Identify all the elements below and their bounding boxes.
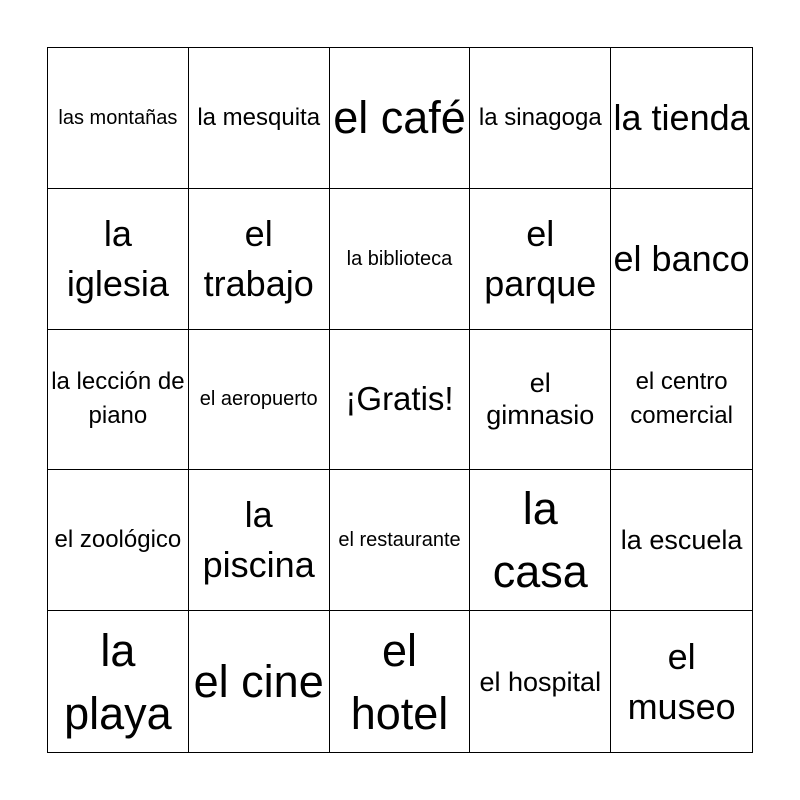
- bingo-cell[interactable]: [48, 470, 189, 611]
- bingo-cell[interactable]: [470, 611, 611, 752]
- bingo-cell[interactable]: [611, 48, 752, 189]
- bingo-cell[interactable]: [611, 470, 752, 611]
- bingo-cell[interactable]: [470, 48, 611, 189]
- cell-label: el restaurante: [338, 529, 461, 552]
- bingo-cell[interactable]: [330, 611, 471, 752]
- cell-label: el gimnasio: [486, 368, 595, 431]
- cell-label: las montañas: [58, 106, 178, 129]
- bingo-cell[interactable]: [48, 330, 189, 471]
- free-space-cell[interactable]: [330, 330, 471, 471]
- bingo-cell[interactable]: [470, 330, 611, 471]
- bingo-cell[interactable]: [189, 189, 330, 330]
- bingo-cell[interactable]: [330, 470, 471, 611]
- bingo-cell[interactable]: [330, 48, 471, 189]
- cell-label: la escuela: [620, 525, 743, 556]
- bingo-cell[interactable]: [189, 470, 330, 611]
- cell-label: la playa: [64, 624, 172, 739]
- cell-label: la piscina: [202, 494, 315, 586]
- bingo-cell[interactable]: [48, 611, 189, 752]
- cell-label: la mesquita: [197, 103, 321, 131]
- bingo-cell[interactable]: [611, 330, 752, 471]
- cell-label: el hotel: [350, 624, 449, 739]
- cell-label: el trabajo: [203, 212, 314, 304]
- cell-label: el café: [333, 92, 466, 144]
- bingo-cell[interactable]: [611, 611, 752, 752]
- bingo-cell[interactable]: [330, 189, 471, 330]
- bingo-cell[interactable]: [48, 189, 189, 330]
- cell-label: el museo: [627, 635, 736, 727]
- bingo-cell[interactable]: [189, 330, 330, 471]
- cell-label: la tienda: [613, 96, 750, 138]
- cell-label: el aeropuerto: [199, 388, 318, 411]
- bingo-cell[interactable]: [470, 470, 611, 611]
- cell-label: el parque: [484, 212, 597, 304]
- cell-label: la casa: [492, 483, 588, 598]
- cell-label: el banco: [613, 237, 750, 279]
- cell-label: la lección de piano: [51, 368, 185, 430]
- bingo-cell[interactable]: [611, 189, 752, 330]
- cell-label: el centro comercial: [630, 368, 733, 430]
- bingo-cell[interactable]: [48, 48, 189, 189]
- cell-label: el hospital: [479, 666, 602, 697]
- cell-label: el zoológico: [54, 526, 182, 554]
- free-space-label: ¡Gratis!: [345, 380, 454, 418]
- cell-label: el cine: [193, 656, 324, 708]
- bingo-cell[interactable]: [189, 611, 330, 752]
- bingo-cell[interactable]: [470, 189, 611, 330]
- bingo-cell[interactable]: [189, 48, 330, 189]
- cell-label: la sinagoga: [478, 103, 602, 131]
- cell-label: la biblioteca: [346, 247, 453, 270]
- cell-label: la iglesia: [66, 212, 169, 304]
- bingo-board: [47, 47, 753, 753]
